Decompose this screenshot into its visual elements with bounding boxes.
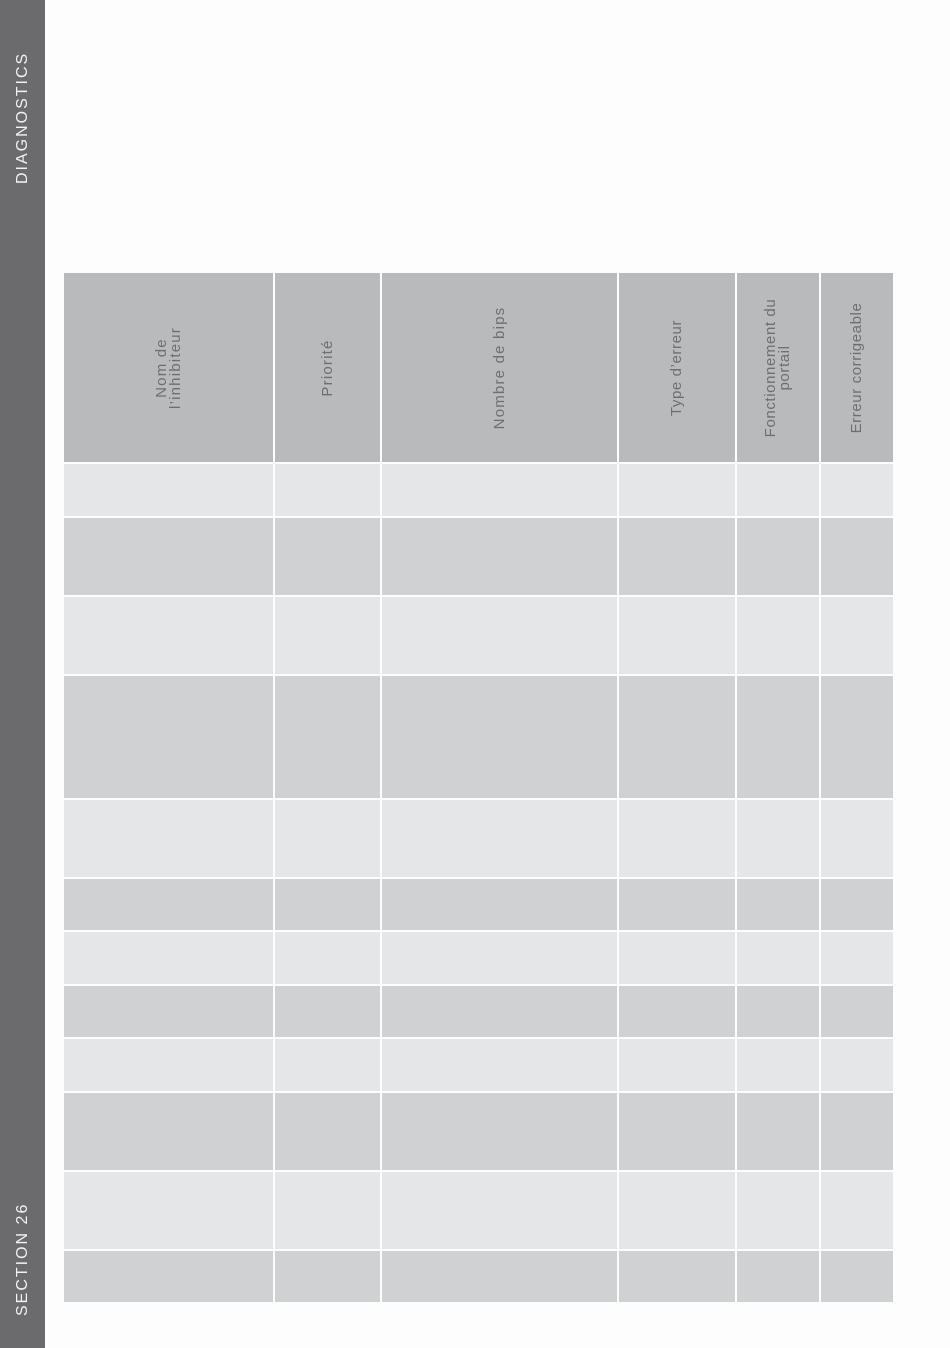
table-cell	[382, 1251, 617, 1302]
table-cell	[619, 676, 735, 798]
table-cell	[737, 518, 819, 595]
header-label: Nom de l’inhibiteur	[152, 326, 184, 409]
table-cell	[737, 676, 819, 798]
table-cell	[64, 986, 273, 1037]
table-cell	[619, 800, 735, 877]
table-cell	[275, 932, 380, 984]
table-cell	[619, 1172, 735, 1249]
table-cell	[382, 464, 617, 516]
table-cell	[275, 986, 380, 1037]
section-title: DIAGNOSTICS	[14, 51, 31, 184]
header-gate-operation	[737, 273, 819, 462]
header-priority	[275, 273, 380, 462]
header-inhibitor-name	[64, 273, 273, 462]
table-cell	[737, 1172, 819, 1249]
header-error-type	[619, 273, 735, 462]
table-cell	[64, 597, 273, 674]
table-cell	[737, 932, 819, 984]
table-cell	[275, 676, 380, 798]
table-cell	[64, 464, 273, 516]
table-cell	[821, 800, 893, 877]
table-cell	[619, 879, 735, 930]
table-cell	[275, 464, 380, 516]
table-cell	[382, 1172, 617, 1249]
table-cell	[275, 1251, 380, 1302]
table-cell	[821, 1039, 893, 1091]
diagnostics-table	[64, 273, 885, 1302]
table-cell	[64, 518, 273, 595]
table-cell	[382, 597, 617, 674]
table-cell	[821, 676, 893, 798]
table-cell	[64, 1093, 273, 1170]
table-cell	[821, 464, 893, 516]
table-cell	[821, 1172, 893, 1249]
table-cell	[619, 1093, 735, 1170]
table-cell	[619, 986, 735, 1037]
table-cell	[737, 1039, 819, 1091]
table-cell	[64, 1039, 273, 1091]
table-cell	[619, 597, 735, 674]
table-cell	[619, 518, 735, 595]
table-cell	[382, 932, 617, 984]
table-cell	[382, 986, 617, 1037]
table-cell	[382, 1039, 617, 1091]
section-sidebar	[0, 0, 45, 1348]
table-cell	[275, 1093, 380, 1170]
table-cell	[821, 1251, 893, 1302]
table-cell	[821, 1093, 893, 1170]
table-cell	[737, 1093, 819, 1170]
table-cell	[619, 932, 735, 984]
table-cell	[382, 879, 617, 930]
table-cell	[821, 986, 893, 1037]
header-label: Priorité	[318, 338, 336, 397]
table-cell	[737, 1251, 819, 1302]
table-cell	[275, 800, 380, 877]
table-cell	[619, 1251, 735, 1302]
header-correctable-error	[821, 273, 893, 462]
table-cell	[275, 1039, 380, 1091]
table-cell	[619, 464, 735, 516]
table-cell	[382, 676, 617, 798]
table-cell	[382, 1093, 617, 1170]
table-cell	[64, 1172, 273, 1249]
table-cell	[275, 518, 380, 595]
table-cell	[737, 597, 819, 674]
table-cell	[737, 464, 819, 516]
table-cell	[382, 518, 617, 595]
table-cell	[64, 800, 273, 877]
table-cell	[821, 932, 893, 984]
table-cell	[737, 879, 819, 930]
table-cell	[275, 597, 380, 674]
table-cell	[64, 932, 273, 984]
header-beep-count	[382, 273, 617, 462]
table-cell	[64, 1251, 273, 1302]
table-cell	[737, 800, 819, 877]
table-cell	[737, 986, 819, 1037]
table-cell	[64, 676, 273, 798]
header-label: Nombre de bips	[490, 306, 508, 429]
table-cell	[382, 800, 617, 877]
table-cell	[821, 597, 893, 674]
header-label: Fonctionnement du portail	[762, 298, 793, 437]
table-cell	[64, 879, 273, 930]
header-label: Type d’erreur	[668, 319, 685, 416]
table-cell	[275, 879, 380, 930]
header-label: Erreur corrigeable	[848, 302, 865, 433]
table-cell	[619, 1039, 735, 1091]
table-cell	[821, 518, 893, 595]
section-number: SECTION 26	[14, 1202, 31, 1316]
table-cell	[821, 879, 893, 930]
table-cell	[275, 1172, 380, 1249]
